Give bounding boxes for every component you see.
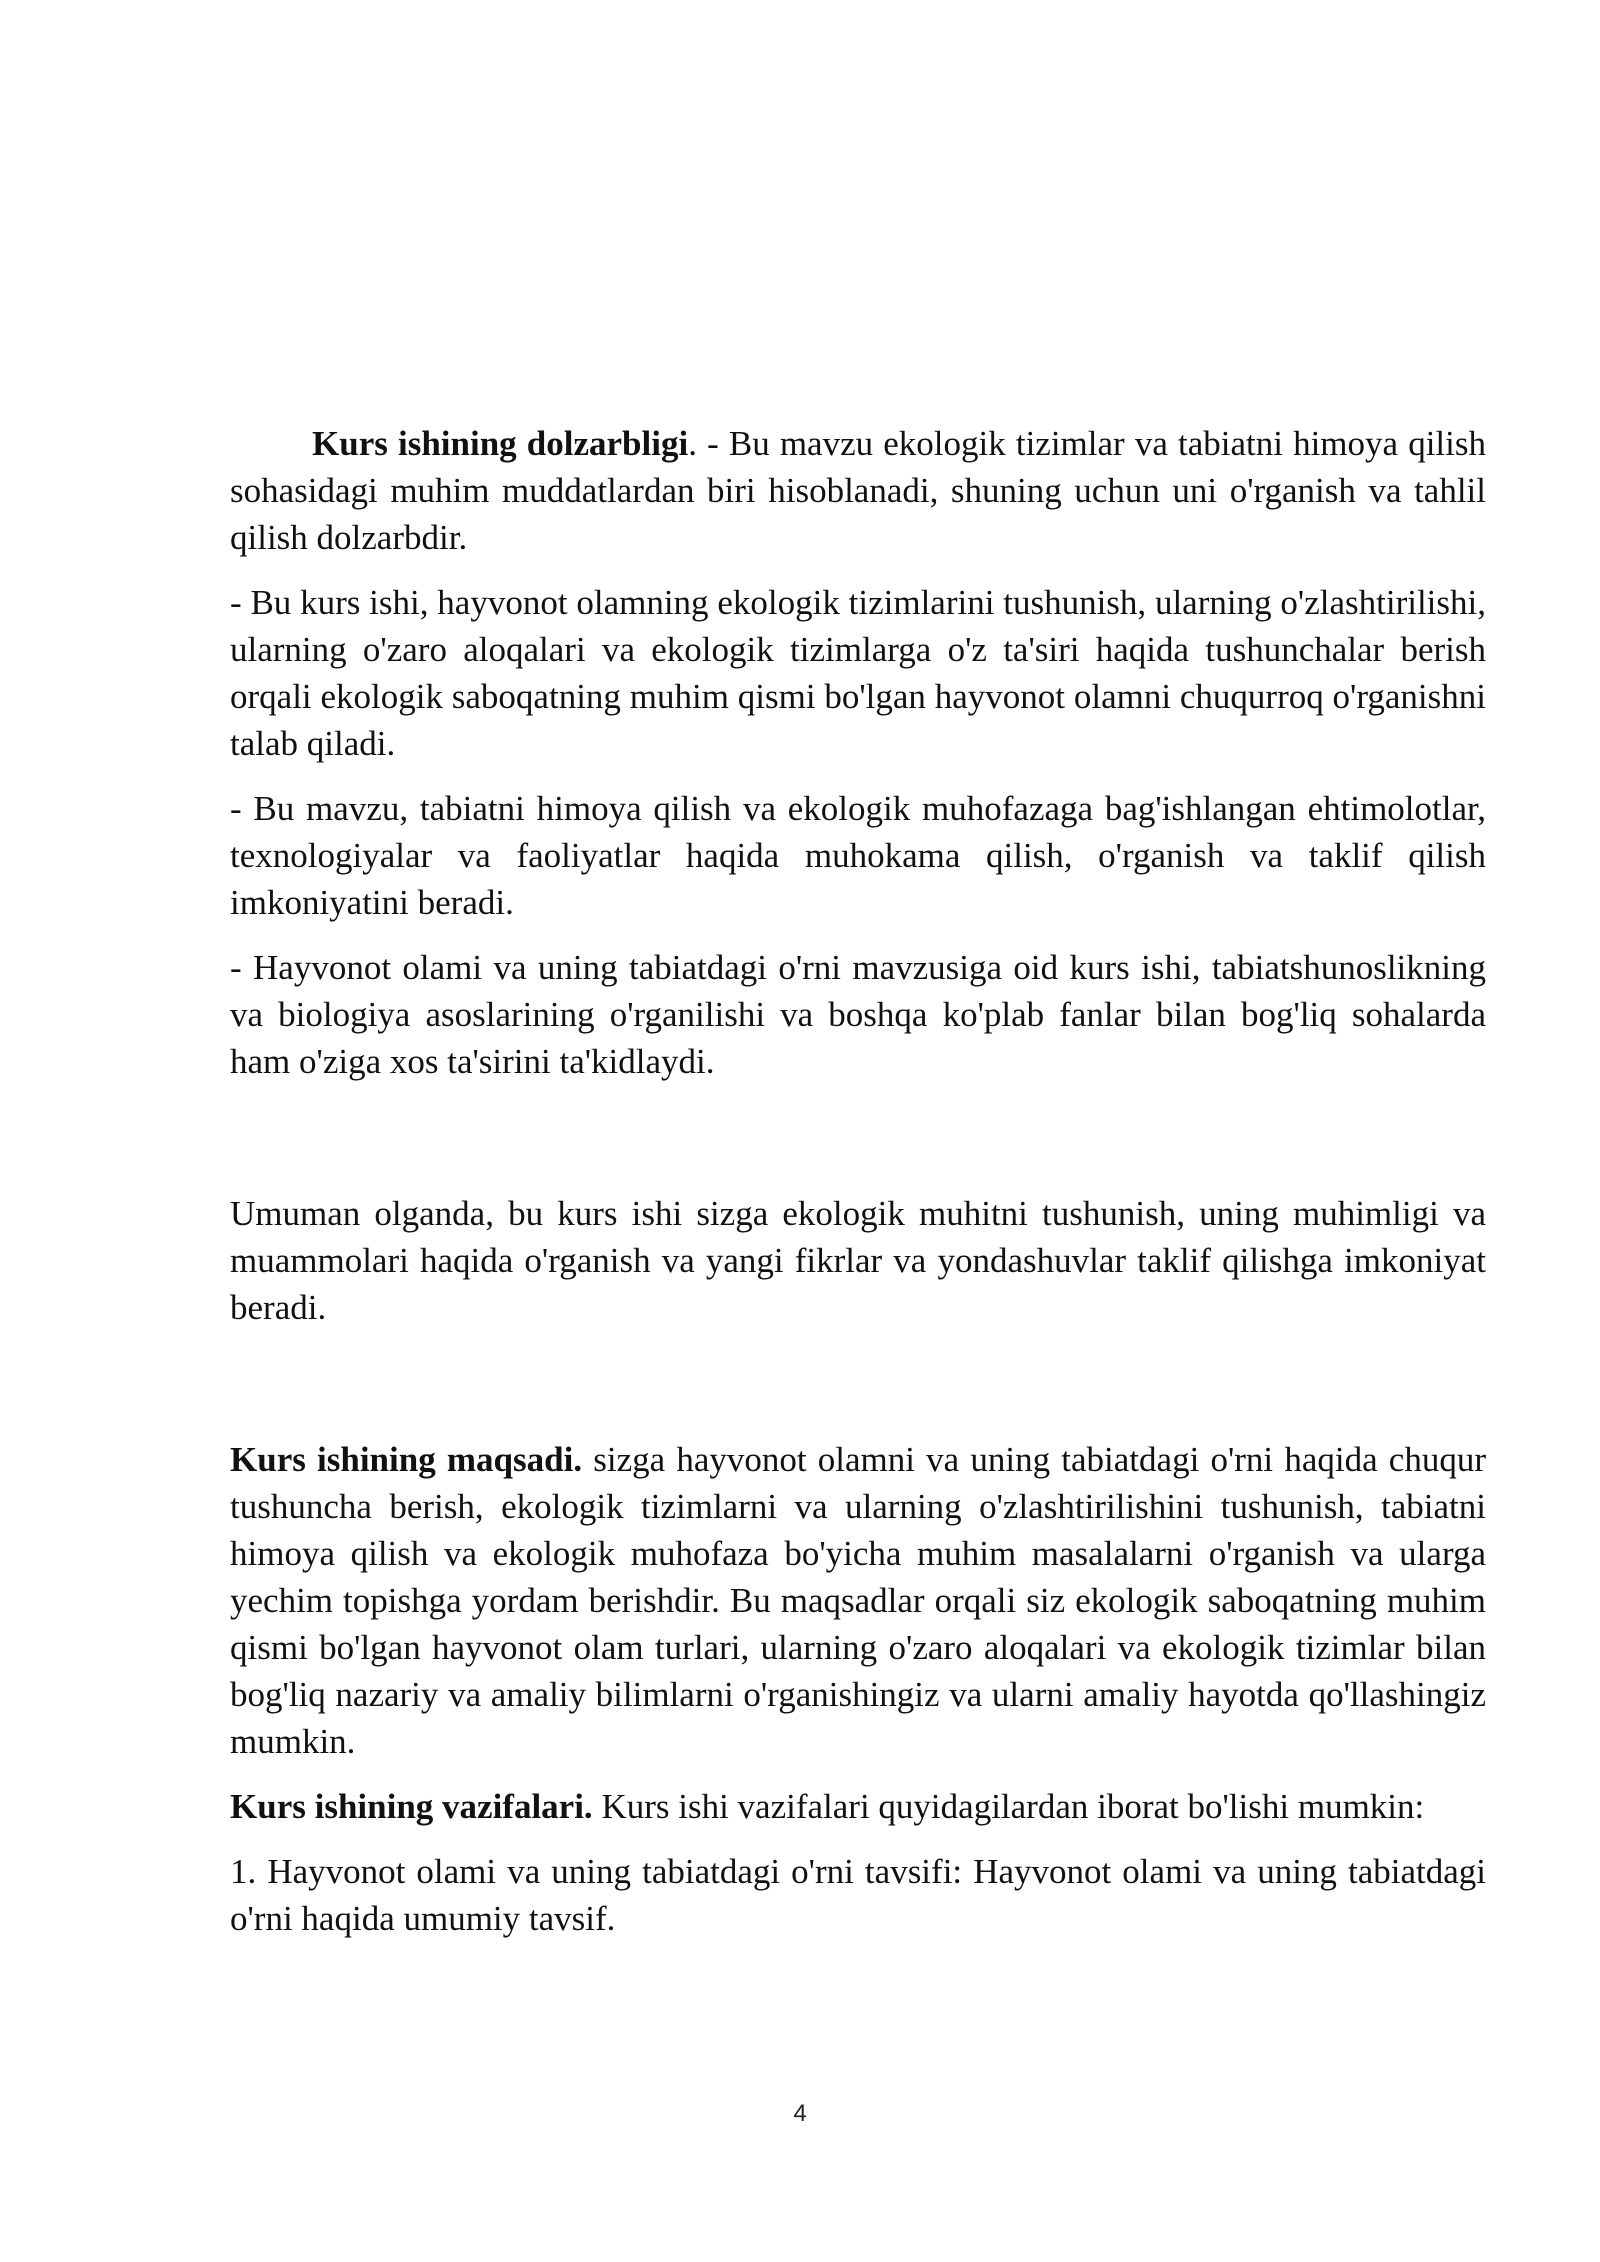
paragraph-dolzarblik [230,420,1486,561]
heading-dolzarblik: Kurs ishining dolzarbligi [312,424,689,463]
text-maqsad: sizga hayvonot olamni va uning tabiatdagi o'rni haqida chuqur tushuncha berish, ekologik tizimlarni va ularning o'zlashtirilishini tushunish, tabiatni himoya qilish va ekologik muhofaza bo'yicha muhim masalalarni o'rganish va ularga yechim topishga yordam berishdir. Bu maqsadlar orqali siz ekologik saboqatning muhim qismi bo'lgan hayvonot olam turlari, ularning o'zaro aloqalari va ekologik tizimlar bilan bog'liq nazariy va amaliy bilimlarni o'rganishingiz va ularni amaliy hayotda qo'llashingiz mumkin. [230,1440,1486,1761]
paragraph-summary: Umuman olganda, bu kurs ishi sizga ekologik muhitni tushunish, uning muhimligi va muammolari haqida o'rganish va yangi fikrlar va yondashuvlar taklif qilishga imkoniyat beradi. [230,1194,1486,1327]
text-dolzarblik: . - Bu mavzu ekologik tizimlar va tabiatni himoya qilish sohasidagi muhim muddatlardan biri hisoblanadi, shuning uchun uni o'rganish va tahlil qilish dolzarbdir. [230,424,1486,557]
paragraph-maqsad [230,1436,1486,1765]
paragraph-bullet-3: - Hayvonot olami va uning tabiatdagi o'rni mavzusiga oid kurs ishi, tabiatshunoslikning va biologiya asoslarining o'rganilishi va boshqa ko'plab fanlar bilan bog'liq sohalarda ham o'ziga xos ta'sirini ta'kidlaydi. [230,948,1486,1081]
paragraph-bullet-1: - Bu kurs ishi, hayvonot olamning ekologik tizimlarini tushunish, ularning o'zlashtirilishi, ularning o'zaro aloqalari va ekologik tizimlarga o'z ta'siri haqida tushunchalar berish orqali ekologik saboqatning muhim qismi bo'lgan hayvonot olamni chuqurroq o'rganishni talab qiladi. [230,583,1486,763]
paragraph-item-1: 1. Hayvonot olami va uning tabiatdagi o'rni tavsifi: Hayvonot olami va uning tabiatdagi o'rni haqida umumiy tavsif. [230,1852,1486,1938]
page-number: 4 [793,2100,807,2127]
heading-maqsad: Kurs ishining maqsadi. [230,1440,583,1479]
paragraph-vazifalar [230,1783,1486,1830]
page-content [230,420,1486,1942]
heading-vazifalar: Kurs ishining vazifalari. [230,1787,593,1826]
text-vazifalar: Kurs ishi vazifalari quyidagilardan iborat bo'lishi mumkin: [592,1787,1425,1826]
paragraph-bullet-2: - Bu mavzu, tabiatni himoya qilish va ekologik muhofazaga bag'ishlangan ehtimolotlar, texnologiyalar va faoliyatlar haqida muhokama qilish, o'rganish va taklif qilish imkoniyatini beradi. [230,789,1486,922]
